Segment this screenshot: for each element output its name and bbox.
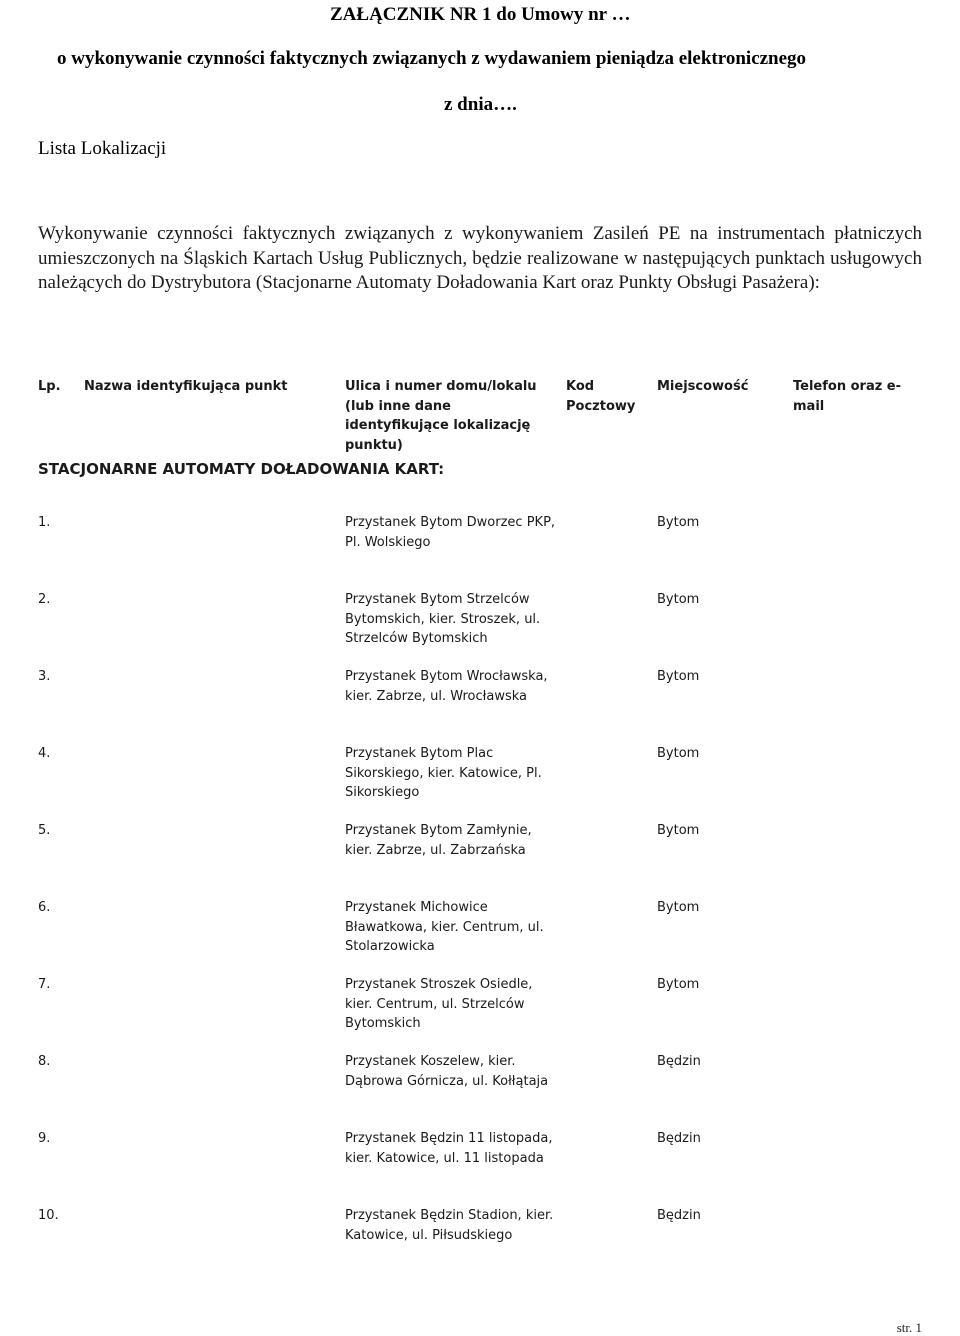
- row-lp: 6.: [38, 900, 51, 915]
- document-subtitle: o wykonywanie czynności faktycznych związanych z wydawaniem pieniądza elektronicznego: [57, 48, 807, 69]
- row-lp: 9.: [38, 1131, 51, 1146]
- document-date: z dnia….: [444, 94, 517, 115]
- row-address: Przystanek Michowice Bławatkowa, kier. Centrum, ul. Stolarzowicka: [345, 900, 544, 954]
- intro-paragraph: Wykonywanie czynności faktycznych związanych z wykonywaniem Zasileń PE na instrumentach płatniczych umieszczonych na Śląskich Kartach Usług Publicznych, będzie realizowane w następujących punktach usługowych należących do Dystrybutora (Stacjonarne Automaty Doładowania Kart oraz Punkty Obsługi Pasażera):: [38, 223, 922, 293]
- row-address: Przystanek Stroszek Osiedle, kier. Centrum, ul. Strzelców Bytomskich: [345, 977, 533, 1031]
- row-address: Przystanek Bytom Dworzec PKP, Pl. Wolskiego: [345, 515, 556, 550]
- header-contact: Telefon oraz e-mail: [793, 379, 902, 414]
- header-address: Ulica i numer domu/lokalu (lub inne dane identyfikujące lokalizację punktu): [345, 379, 537, 453]
- row-city: Bytom: [657, 592, 700, 607]
- row-lp: 4.: [38, 746, 51, 761]
- row-lp: 2.: [38, 592, 51, 607]
- row-city: Będzin: [657, 1054, 701, 1069]
- list-title: Lista Lokalizacji: [38, 138, 167, 159]
- header-city: Miejscowość: [657, 379, 749, 394]
- row-lp: 10.: [38, 1208, 59, 1223]
- section-title: STACJONARNE AUTOMATY DOŁADOWANIA KART:: [38, 460, 445, 478]
- header-postal: Kod Pocztowy: [566, 379, 636, 414]
- row-city: Będzin: [657, 1131, 701, 1146]
- row-city: Będzin: [657, 1208, 701, 1223]
- row-address: Przystanek Bytom Plac Sikorskiego, kier. Katowice, Pl. Sikorskiego: [345, 746, 542, 800]
- row-lp: 5.: [38, 823, 51, 838]
- header-lp: Lp.: [38, 379, 61, 394]
- row-city: Bytom: [657, 900, 700, 915]
- page-number: str. 1: [896, 1320, 922, 1335]
- row-lp: 8.: [38, 1054, 51, 1069]
- row-city: Bytom: [657, 823, 700, 838]
- row-lp: 7.: [38, 977, 51, 992]
- row-lp: 3.: [38, 669, 51, 684]
- row-address: Przystanek Będzin 11 listopada, kier. Katowice, ul. 11 listopada: [345, 1131, 553, 1166]
- document-title: ZAŁĄCZNIK NR 1 do Umowy nr …: [330, 4, 631, 25]
- row-address: Przystanek Bytom Strzelców Bytomskich, kier. Stroszek, ul. Strzelców Bytomskich: [345, 592, 541, 646]
- row-address: Przystanek Koszelew, kier. Dąbrowa Górnicza, ul. Kołłątaja: [345, 1054, 549, 1089]
- row-address: Przystanek Bytom Zamłynie, kier. Zabrze, ul. Zabrzańska: [345, 823, 532, 858]
- row-city: Bytom: [657, 977, 700, 992]
- row-city: Bytom: [657, 669, 700, 684]
- row-address: Przystanek Będzin Stadion, kier. Katowice, ul. Piłsudskiego: [345, 1208, 554, 1243]
- row-city: Bytom: [657, 515, 700, 530]
- header-name: Nazwa identyfikująca punkt: [84, 379, 288, 394]
- row-lp: 1.: [38, 515, 51, 530]
- row-address: Przystanek Bytom Wrocławska, kier. Zabrze, ul. Wrocławska: [345, 669, 548, 704]
- row-city: Bytom: [657, 746, 700, 761]
